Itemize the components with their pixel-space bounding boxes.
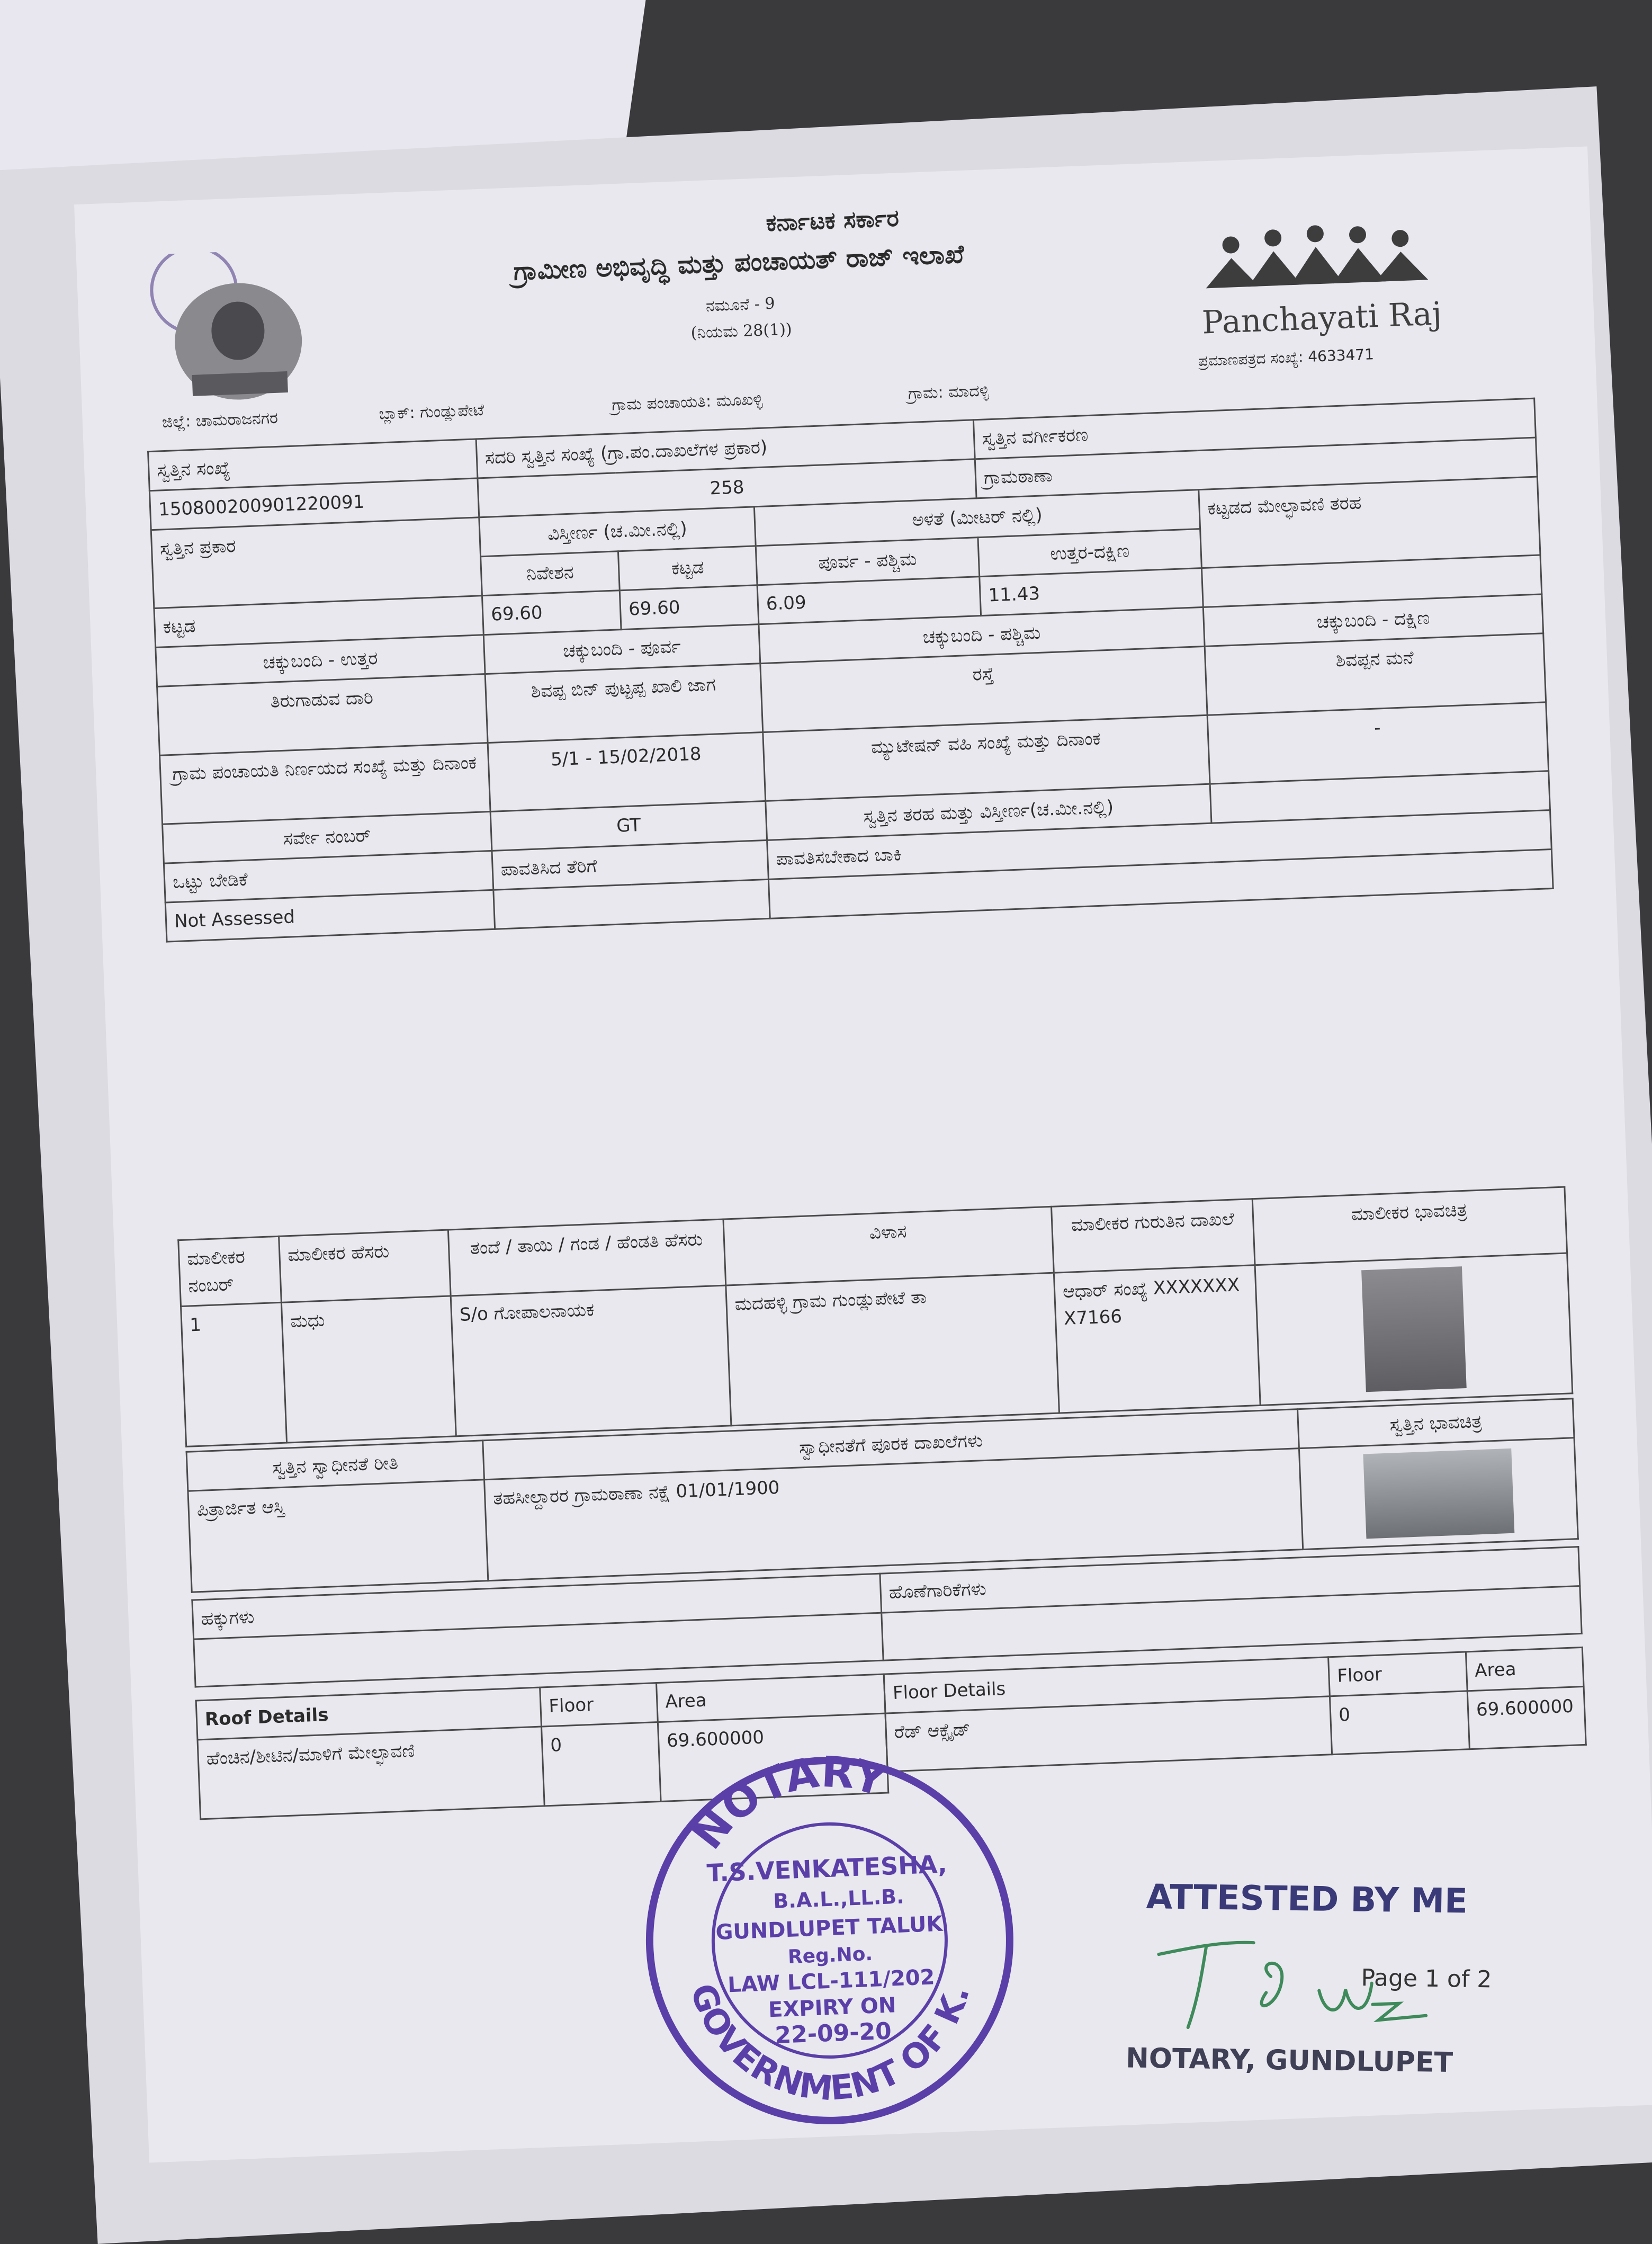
dimension-label: ಅಳತೆ (ಮೀಟರ್ ನಲ್ಲಿ) (754, 490, 1200, 546)
north-south-value: 11.43 (980, 568, 1204, 616)
liabilities-label: ಹೊಣೆಗಾರಿಕೆಗಳು (880, 1547, 1580, 1613)
classification-label: ಸ್ವತ್ತಿನ ವರ್ಗೀಕರಣ (973, 398, 1536, 459)
survey-number-value: GT (490, 801, 767, 851)
gp-decision-value: 5/1 - 15/02/2018 (488, 732, 766, 812)
building-label: ಕಟ್ಟಡ (618, 546, 757, 591)
boundary-west-value: ರಸ್ತೆ (760, 646, 1207, 732)
property-details-table (147, 398, 1554, 943)
building-area-value: 69.60 (620, 585, 759, 630)
property-type-value: ಕಟ್ಟಡ (154, 596, 483, 648)
classification-value: ಗ್ರಾಮಠಾಣಾ (975, 437, 1537, 498)
stamp-expiry: EXPIRY ON (768, 1993, 897, 2023)
owner-photo-cell (1255, 1253, 1573, 1405)
property-id-label: ಸ್ವತ್ತಿನ ಸಂಖ್ಯೆ (148, 439, 478, 491)
ownership-docs-label: ಸ್ವಾಧೀನತೆಗೆ ಪೂರಕ ದಾಖಲೆಗಳು (483, 1409, 1299, 1480)
rule-number: (ನಿಯಮ 28(1)) (690, 320, 793, 343)
owner-photo (1361, 1266, 1467, 1392)
district: ಜಿಲ್ಲೆ: ಚಾಮರಾಜನಗರ (161, 408, 279, 432)
stamp-top-text: NOTARY (683, 1747, 892, 1858)
floor-area-value: 69.600000 (1467, 1686, 1586, 1749)
boundary-east-label: ಚಕ್ಕುಬಂದಿ - ಪೂರ್ವ (483, 624, 760, 674)
north-south-label: ಉತ್ತರ-ದಕ್ಷಿಣ (978, 529, 1202, 577)
area-label: ವಿಸ್ತೀರ್ಣ (ಚ.ಮೀ.ನಲ್ಲಿ) (479, 507, 756, 557)
owner-address-header: ವಿಳಾಸ (723, 1206, 1054, 1285)
owner-number-header: ಮಾಲೀಕರ ನಂಬರ್ (178, 1236, 282, 1306)
property-photo (1363, 1449, 1514, 1539)
roof-type-label: ಕಟ್ಟಡದ ಮೇಲ್ಛಾವಣಿ ತರಹ (1199, 477, 1540, 568)
balance-label: ಪಾವತಿಸಬೇಕಾದ ಬಾಕಿ (767, 810, 1552, 880)
stamp-degree: B.A.L.,LL.B. (773, 1884, 905, 1913)
ownership-docs-value: ತಹಸೀಲ್ದಾರರ ಗ್ರಾಮಠಾಣಾ ನಕ್ಷೆ 01/01/1900 (484, 1449, 1303, 1581)
panchayati-raj-logo-text: Panchayati Raj (1201, 295, 1443, 342)
property-certificate-sheet (74, 146, 1652, 2162)
owner-name: ಮಧು (281, 1296, 456, 1443)
east-west-label: ಪೂರ್ವ - ಪಶ್ಚಿಮ (756, 538, 980, 585)
property-type-label: ಸ್ವತ್ತಿನ ಪ್ರಕಾರ (151, 517, 482, 609)
owner-photo-header: ಮಾಲೀಕರ ಭಾವಚಿತ್ರ (1252, 1187, 1567, 1265)
paid-tax-label: ಪಾವತಿಸಿದ ತೆರಿಗೆ (492, 840, 768, 890)
stamp-reg: Reg.No. (787, 1943, 873, 1968)
stamp-date: 22-09-20 (774, 2017, 892, 2049)
owner-id-header: ಮಾಲೀಕರ ಗುರುತಿನ ದಾಖಲೆ (1052, 1199, 1255, 1273)
roof-floor-header: Floor (540, 1683, 658, 1727)
stamp-name: T.S.VENKATESHA, (706, 1849, 948, 1888)
site-area-value: 69.60 (482, 591, 621, 635)
roof-area-value: 69.600000 (658, 1713, 888, 1801)
total-demand-label: ಒಟ್ಟು ಬೇಡಿಕೆ (164, 851, 493, 902)
roof-details-header: Roof Details (196, 1687, 541, 1740)
boundary-north-label: ಚಕ್ಕುಬಂದಿ - ಉತ್ತರ (156, 635, 485, 687)
old-property-no-value: 258 (478, 459, 976, 517)
government-title: ಕರ್ನಾಟಕ ಸರ್ಕಾರ (765, 204, 900, 237)
floor-area-header: Area (1466, 1647, 1584, 1691)
stamp-law: LAW LCL-111/202 (727, 1965, 936, 1998)
ownership-mode-value: ಪಿತ್ರಾರ್ಜಿತ ಆಸ್ತಿ (188, 1480, 488, 1592)
owner-relation-header: ತಂದೆ / ತಾಯಿ / ಗಂಡ / ಹೆಂಡತಿ ಹೆಸರು (448, 1219, 725, 1296)
village: ಗ್ರಾಮ: ಮಾದಳ್ಳಿ (908, 381, 990, 404)
survey-number-label: ಸರ್ವೇ ನಂಬರ್ (163, 811, 492, 863)
gp-decision-label: ಗ್ರಾಮ ಪಂಚಾಯತಿ ನಿರ್ಣಯದ ಸಂಖ್ಯೆ ಮತ್ತು ದಿನಾಂಕ (160, 743, 491, 825)
boundary-south-value: ಶಿವಪ್ಪನ ಮನೆ (1205, 633, 1546, 715)
site-label: ನಿವೇಶನ (481, 551, 620, 596)
page-number: Page 1 of 2 (1361, 1964, 1492, 1993)
stamp-place: GUNDLUPET TALUK (715, 1911, 944, 1945)
owner-address: ಮದಹಳ್ಳಿ ಗ್ರಾಮ ಗುಂಡ್ಲುಪೇಟೆ ತಾ (726, 1273, 1060, 1426)
ownership-mode-label: ಸ್ವತ್ತಿನ ಸ್ವಾಧೀನತೆ ರೀತಿ (186, 1441, 484, 1491)
stamp-bottom-text: GOVERNMENT OF K. (682, 1979, 978, 2109)
property-photo-label: ಸ್ವತ್ತಿನ ಭಾವಚಿತ್ರ (1298, 1399, 1574, 1449)
form-number: ನಮೂನೆ - 9 (705, 294, 776, 316)
floor-type-detail: ರೆಡ್ ಆಕ್ಸೈಡ್ (885, 1696, 1332, 1772)
owner-id-document: ಆಧಾರ್ ಸಂಖ್ಯೆ XXXXXXXX7166 (1054, 1265, 1260, 1413)
mutation-label: ಮ್ಯುಟೇಷನ್ ವಹಿ ಸಂಖ್ಯೆ ಮತ್ತು ದಿನಾಂಕ (763, 715, 1210, 801)
boundary-north-value: ತಿರುಗಾಡುವ ದಾರಿ (157, 674, 488, 756)
owner-relation: S/o ಗೋಪಾಲನಾಯಕ (451, 1285, 731, 1436)
gram-panchayat: ಗ್ರಾಮ ಪಂಚಾಯತಿ: ಮೂಖಳ್ಳಿ (611, 390, 764, 415)
notary-label: NOTARY, GUNDLUPET (1125, 2042, 1453, 2079)
certificate-number: ಪ್ರಮಾಣಪತ್ರದ ಸಂಖ್ಯೆ: 4633471 (1198, 345, 1375, 370)
property-id-value: 150800200901220091 (149, 478, 479, 530)
east-west-value: 6.09 (757, 577, 981, 624)
boundary-south-label: ಚಕ್ಕುಬಂದಿ - ದಕ್ಷಿಣ (1203, 594, 1543, 647)
notary-stamp (632, 1737, 1028, 2143)
total-demand-value: Not Assessed (165, 890, 495, 942)
attested-label: ATTESTED BY ME (1146, 1878, 1468, 1921)
roof-area-header: Area (657, 1674, 886, 1722)
type-area-label: ಸ್ವತ್ತಿನ ತರಹ ಮತ್ತು ವಿಸ್ತೀರ್ಣ(ಚ.ಮೀ.ನಲ್ಲಿ) (766, 784, 1211, 840)
floor-floor-header: Floor (1328, 1652, 1468, 1696)
owner-number: 1 (181, 1302, 287, 1446)
roof-type-detail: ಹೆಂಚಿನ/ಶೀಟಿನ/ಮಾಳಿಗೆ ಮೇಲ್ಛಾವಣಿ (197, 1727, 544, 1819)
floor-details-header: Floor Details (884, 1657, 1330, 1713)
rights-label: ಹಕ್ಕುಗಳು (192, 1574, 882, 1639)
old-property-no-label: ಸದರಿ ಸ್ವತ್ತಿನ ಸಂಖ್ಯೆ (ಗ್ರಾ.ಪಂ.ದಾಖಲೆಗಳ ಪ್ರಕಾರ) (476, 420, 975, 478)
roof-floor-value: 0 (542, 1722, 661, 1806)
property-photo-cell (1299, 1438, 1578, 1550)
mutation-value: - (1207, 702, 1549, 784)
owner-name-header: ಮಾಲೀಕರ ಹೆಸರು (279, 1230, 451, 1302)
boundary-east-value: ಶಿವಪ್ಪ ಬಿನ್ ಪುಟ್ಟಪ್ಪ ಖಾಲಿ ಜಾಗ (485, 664, 763, 743)
block: ಬ್ಲಾಕ್: ಗುಂಡ್ಲುಪೇಟೆ (378, 400, 484, 424)
boundary-west-label: ಚಕ್ಕುಬಂದಿ - ಪಶ್ಚಿಮ (759, 607, 1205, 663)
floor-floor-value: 0 (1330, 1691, 1469, 1755)
department-title: ಗ್ರಾಮೀಣ ಅಭಿವೃದ್ಧಿ ಮತ್ತು ಪಂಚಾಯತ್ ರಾಜ್ ಇಲಾಖೆ (513, 239, 965, 287)
